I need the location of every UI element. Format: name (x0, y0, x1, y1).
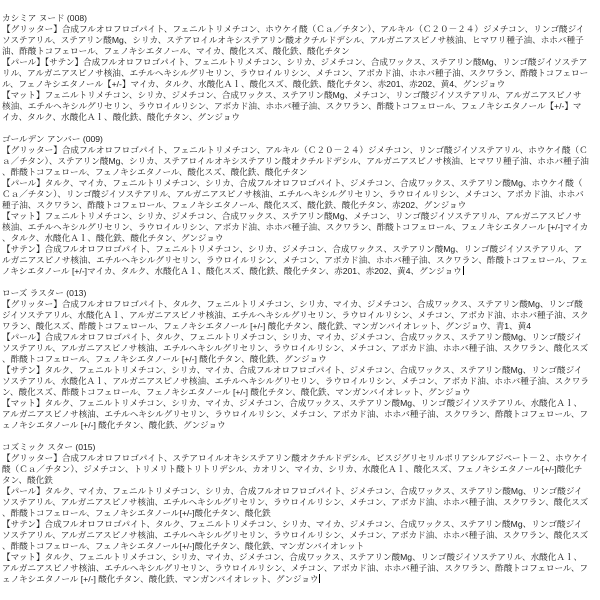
entry-text: 【パール】【サテン】合成フルオロフロゴパイト、フェニルトリメチコン、シリカ、ジメチコン、合成ワックス、ステアリン酸Mg、リンゴ酸ジイソステアリル、アルガニアスピノサ核油、エチルヘキシルグリセリン、ラウロイルリシン、メチコン、アボカド油、ホホバ種子油、スクワラン、酢酸トコフェロール、フェノキシエタノール【+/-】マイカ、タルク、水酸化Ａｌ、酸化スズ、酸化鉄、酸化チタン、赤201、赤202、黄4、グンジョウ (2, 57, 589, 89)
ingredient-entry (2, 398, 589, 431)
section-title: ローズ ラスター (013) (2, 288, 87, 298)
entry-text: 【パール】タルク、マイカ、フェニルトリメチコン、シリカ、合成フルオロフロゴパイト、ジメチコン、合成ワックス、ステアリン酸Mg、ホウケイ酸（Ｃａ／チタン）、リンゴ酸ジイソステアリル、アルガニアスピノサ核油、エチルヘキシルグリセリン、ラウロイルリシン、メチコン、アボカド油、ホホバ種子油、スクワラン、酢酸トコフェロール、フェノキシエタノール、酸化スズ、酸化鉄、酸化チタン、赤202、グンジョウ (2, 178, 584, 210)
ingredient-entry (2, 365, 589, 398)
ingredient-entry (2, 299, 589, 332)
ingredient-entry (2, 57, 589, 90)
section-title: ゴールデン アンバー (009) (2, 134, 103, 144)
ingredient-entry (2, 332, 589, 365)
ingredient-entry (2, 178, 589, 211)
ingredient-entry (2, 453, 589, 486)
entry-text: 【パール】合成フルオロフロゴパイト、タルク、フェニルトリメチコン、シリカ、マイカ、ジメチコン、合成ワックス、ステアリン酸Mg、リンゴ酸ジイソステアリル、アルガニアスピノサ核油、エチルヘキシルグリセリン、ラウロイルリシン、メチコン、アボカド油、ホホバ種子油、スクワラン、酸化スズ、酢酸トコフェロール、フェノキシエタノール [+/-] 酸化チタン、酸化鉄、グンジョウ (2, 332, 589, 364)
ingredient-entry (2, 90, 589, 123)
section-golden-amber (2, 134, 589, 277)
entry-text: 【グリッター】合成フルオロフロゴパイト、フェニルトリメチコン、ホウケイ酸（Ｃａ／チタン）、アルキル（Ｃ２０－２４）ジメチコン、リンゴ酸ジイソステアリル、ステアリン酸Mg、シリカ、ステアロイルオキシステアリン酸オクチルドデシル、アルガニアスピノサ核油、ヒマワリ種子油、ホホバ種子油、酢酸トコフェロール、フェノキシエタノール、マイカ、酸化スズ、酸化鉄、酸化チタン (2, 24, 585, 56)
section-cosmic-star (2, 442, 589, 585)
entry-text: 【サテン】タルク、フェニルトリメチコン、シリカ、マイカ、合成フルオロフロゴパイト、ジメチコン、合成ワックス、ステアリン酸Mg、リンゴ酸ジイソステアリル、水酸化Ａｌ、アルガニアスピノサ核油、エチルヘキシルグリセリン、ラウロイルリシン、メチコン、アボカド油、ホホバ種子油、スクワラン、酸化スズ、酢酸トコフェロール、フェノキシエタノール [+/-] 酸化チタン、酸化鉄、マンガンバイオレット、グンジョウ (2, 365, 589, 397)
entry-text: 【マット】フェニルトリメチコン、シリカ、ジメチコン、合成ワックス、ステアリン酸Mg、メチコン、リンゴ酸ジイソステアリル、アルガニアスピノサ核油、エチルヘキシルグリセリン、ラウロイルリシン、アボカド油、ホホバ種子油、スクワラン、酢酸トコフェロール、フェノキシエタノール【+/-】マイカ、タルク、水酸化Ａｌ、酸化鉄、酸化チタン、グンジョウ (2, 90, 582, 122)
ingredient-entry (2, 486, 589, 519)
section-rose-luster (2, 288, 589, 431)
ingredient-entry (2, 552, 589, 585)
ingredient-entry (2, 244, 589, 277)
ingredient-entry (2, 211, 589, 244)
ingredient-entry (2, 145, 589, 178)
entry-text: 【グリッター】合成フルオロフロゴパイト、ステアロイルオキシステアリン酸オクチルドデシル、ビスジグリセリルポリアシルアジペート－２、ホウケイ酸（Ｃａ／チタン）、ジメチコン、トリメリト酸トリトリデシル、カオリン、マイカ、シリカ、水酸化Ａｌ、酸化スズ、フェノキシエタノール[+/-]酸化チタン、酸化鉄 (2, 453, 589, 485)
entry-text: 【マット】フェニルトリメチコン、シリカ、ジメチコン、合成ワックス、ステアリン酸Mg、メチコン、リンゴ酸ジイソステアリル、アルガニアスピノサ核油、エチルヘキシルグリセリン、ラウロイルリシン、アボカド油、ホホバ種子油、スクワラン、酢酸トコフェロール、フェノキシエタノール [+/-]マイカ、タルク、水酸化Ａｌ、酸化鉄、酸化チタン、グンジョウ (2, 211, 589, 243)
section-title: カシミア ヌード (008) (2, 13, 87, 23)
entry-text: 【グリッター】合成フルオロフロゴパイト、フェニルトリメチコン、アルキル（Ｃ２０－２４）ジメチコン、リンゴ酸ジイソステアリル、ホウケイ酸（Ｃａ／チタン）、ステアリン酸Mg、シリカ、ステアロイルオキシステアリン酸オクチルドデシル、アルガニアスピノサ核油、ヒマワリ種子油、ホホバ種子油、酢酸トコフェロール、フェノキシエタノール、酸化スズ、酸化鉄、酸化チタン (2, 145, 589, 177)
entry-text: 【マット】タルク、フェニルトリメチコン、シリカ、マイカ、ジメチコン、合成ワックス、ステアリン酸Mg、リンゴ酸ジイソステアリル、水酸化Ａｌ、アルガニアスピノサ核油、エチルヘキシルグリセリン、ラウロイルリシン、メチコン、アボカド油、ホホバ種子油、スクワラン、酢酸トコフェロール、フェノキシエタノール [+/-] 酸化チタン、酸化鉄、マンガンバイオレット、グンジョウ (2, 552, 589, 584)
section-cashmere-nude (2, 13, 589, 123)
entry-text: 【マット】タルク、フェニルトリメチコン、シリカ、マイカ、ジメチコン、合成ワックス、ステアリン酸Mg、リンゴ酸ジイソステアリル、水酸化Ａｌ、アルガニアスピノサ核油、エチルヘキシルグリセリン、ラウロイルリシン、メチコン、アボカド油、ホホバ種子油、スクワラン、酢酸トコフェロール、フェノキシエタノール [+/-] 酸化チタン、酸化鉄、グンジョウ (2, 398, 589, 430)
entry-text: 【グリッター】合成フルオロフロゴパイト、タルク、フェニルトリメチコン、シリカ、マイカ、ジメチコン、合成ワックス、ステアリン酸Mg、リンゴ酸ジイソステアリル、水酸化Ａｌ、アルガニアスピノサ核油、エチルヘキシルグリセリン、ラウロイルリシン、メチコン、アボカド油、ホホバ種子油、スクワラン、酸化スズ、酢酸トコフェロール、フェノキシエタノール [+/-] 酸化チタン、酸化鉄、マンガンバイオレット、グンジョウ、青1、黄4 (2, 299, 589, 331)
ingredient-entry (2, 519, 589, 552)
text-caret (463, 266, 464, 275)
entry-text: 【パール】タルク、マイカ、フェニルトリメチコン、シリカ、合成フルオロフロゴパイト、ジメチコン、合成ワックス、ステアリン酸Mg、リンゴ酸ジイソステアリル、アルガニアスピノサ核油、エチルヘキシルグリセリン、ラウロイルリシン、メチコン、アボカド油、ホホバ種子油、スクワラン、酸化スズ、酢酸トコフェロール、フェノキシエタノール[+/-]酸化チタン、酸化鉄 (2, 486, 589, 518)
section-title: コズミック スター (015) (2, 442, 96, 452)
entry-text: 【サテン】合成フルオロフロゴパイト、タルク、フェニルトリメチコン、シリカ、マイカ、ジメチコン、合成ワックス、ステアリン酸Mg、リンゴ酸ジイソステアリル、アルガニアスピノサ核油、エチルヘキシルグリセリン、ラウロイルリシン、メチコン、アボカド油、ホホバ種子油、スクワラン、酸化スズ、酢酸トコフェロール、フェノキシエタノール[+/-]酸化チタン、酸化鉄、マンガンバイオレット (2, 519, 589, 551)
ingredient-entry (2, 24, 589, 57)
text-caret (319, 574, 320, 583)
entry-text: 【サテン】合成フルオロフロゴパイト、フェニルトリメチコン、シリカ、ジメチコン、合成ワックス、ステアリン酸Mg、リンゴ酸ジイソステアリル、アルガニアスピノサ核油、エチルヘキシルグリセリン、ラウロイルリシン、メチコン、アボカド油、ホホバ種子油、スクワラン、酢酸トコフェロール、フェノキシエタノール [+/-]マイカ、タルク、水酸化Ａｌ、酸化スズ、酸化鉄、酸化チタン、赤201、赤202、黄4、グンジョウ (2, 244, 588, 276)
